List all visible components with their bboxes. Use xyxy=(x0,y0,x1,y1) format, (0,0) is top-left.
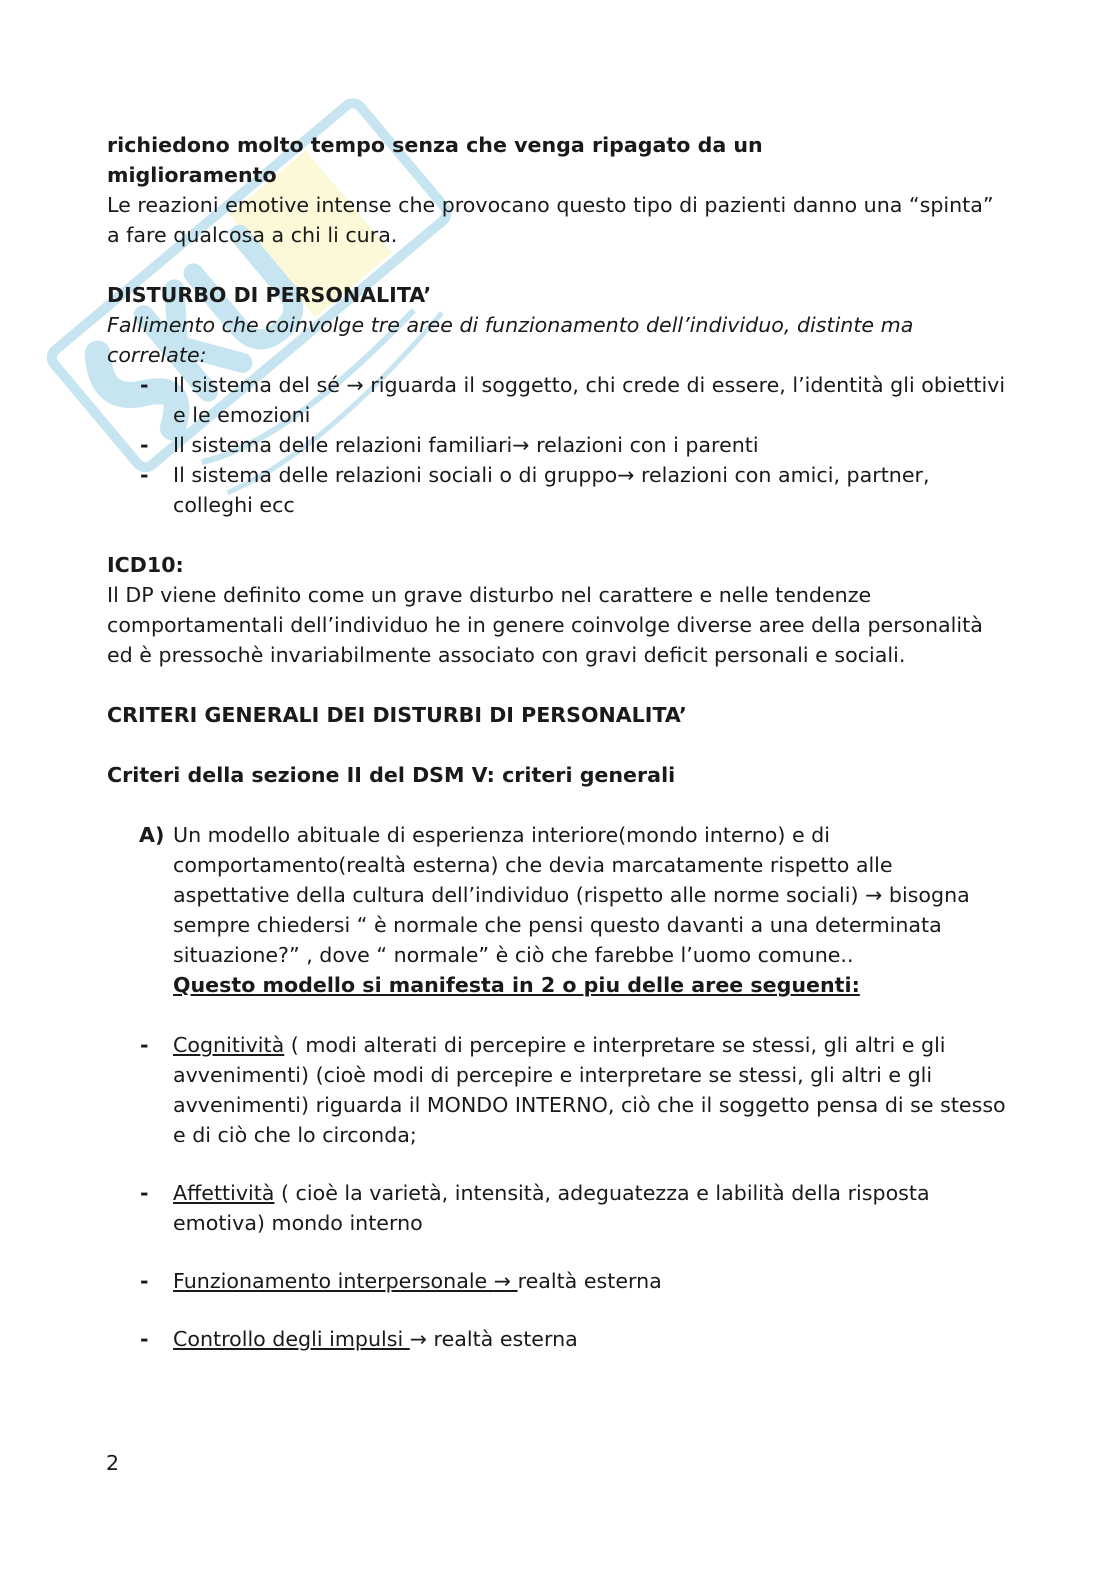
criteri-subheading: Criteri della sezione II del DSM V: criteri generali xyxy=(107,763,676,787)
criterion-a: A) Un modello abituale di esperienza interiore(mondo interno) e di comportamento(realtà esterna) che devia marcatamente rispetto alle aspettative della cultura dell’individuo (rispetto alle norme sociali) → bisogna sempre chiedersi “ è normale che pensi questo davanti a una determinata situazione?” , dove “ normale” è ciò che farebbe l’uomo comune.. Questo modello si manifesta in 2 o piu delle aree seguenti: xyxy=(107,820,1012,1000)
arrow-icon: → xyxy=(865,883,883,907)
list-item: - Il sistema del sé → riguarda il soggetto, chi crede di essere, l’identità gli obiettivi e le emozioni xyxy=(107,370,1012,430)
arrow-icon: → xyxy=(346,373,364,397)
icd-heading: ICD10: xyxy=(107,553,184,577)
criteri-heading: CRITERI GENERALI DEI DISTURBI DI PERSONALITA’ xyxy=(107,703,687,727)
document-page xyxy=(107,130,1012,1382)
list-item: - Il sistema delle relazioni familiari→ relazioni con i parenti xyxy=(107,430,1012,460)
criterion-a-underline: Questo modello si manifesta in 2 o piu delle aree seguenti: xyxy=(173,973,860,997)
areas-list xyxy=(107,1030,1012,1354)
page-number: 2 xyxy=(106,1451,120,1475)
intro-bold-line-2: miglioramento xyxy=(107,163,277,187)
intro-paragraph: Le reazioni emotive intense che provocano questo tipo di pazienti danno una “spinta” a fare qualcosa a chi li cura. xyxy=(107,193,994,247)
criterion-a-label: A) xyxy=(139,823,165,847)
list-item: - Controllo degli impulsi → realtà esterna xyxy=(107,1324,1012,1354)
arrow-icon: → xyxy=(617,463,635,487)
list-item: - Cognitività ( modi alterati di percepire e interpretare se stessi, gli altri e gli avvenimenti) (cioè modi di percepire e interpretare se stessi, gli altri e gli avvenimenti) riguarda il MONDO INTERNO, ciò che il soggetto pensa di se stesso e di ciò che lo circonda; xyxy=(107,1030,1012,1150)
arrow-icon: → xyxy=(409,1327,428,1351)
icd-paragraph: Il DP viene definito come un grave disturbo nel carattere e nelle tendenze comportamentali dell’individuo he in genere coinvolge diverse aree della personalità ed è pressochè invariabilmente associato con gravi deficit personali e sociali. xyxy=(107,583,983,667)
arrow-icon: → xyxy=(512,433,530,457)
list-item: - Funzionamento interpersonale → realtà esterna xyxy=(107,1266,1012,1296)
disturbo-intro: Fallimento che coinvolge tre aree di funzionamento dell’individuo, distinte ma correlate: xyxy=(107,313,914,367)
list-item: - Affettività ( cioè la varietà, intensità, adeguatezza e labilità della risposta emotiva) mondo interno xyxy=(107,1178,1012,1238)
disturbo-list xyxy=(107,370,1012,520)
disturbo-heading: DISTURBO DI PERSONALITA’ xyxy=(107,283,432,307)
arrow-icon: → xyxy=(493,1269,512,1293)
list-item: - Il sistema delle relazioni sociali o di gruppo→ relazioni con amici, partner, colleghi ecc xyxy=(107,460,1012,520)
intro-bold-line-1: richiedono molto tempo senza che venga ripagato da un xyxy=(107,133,763,157)
